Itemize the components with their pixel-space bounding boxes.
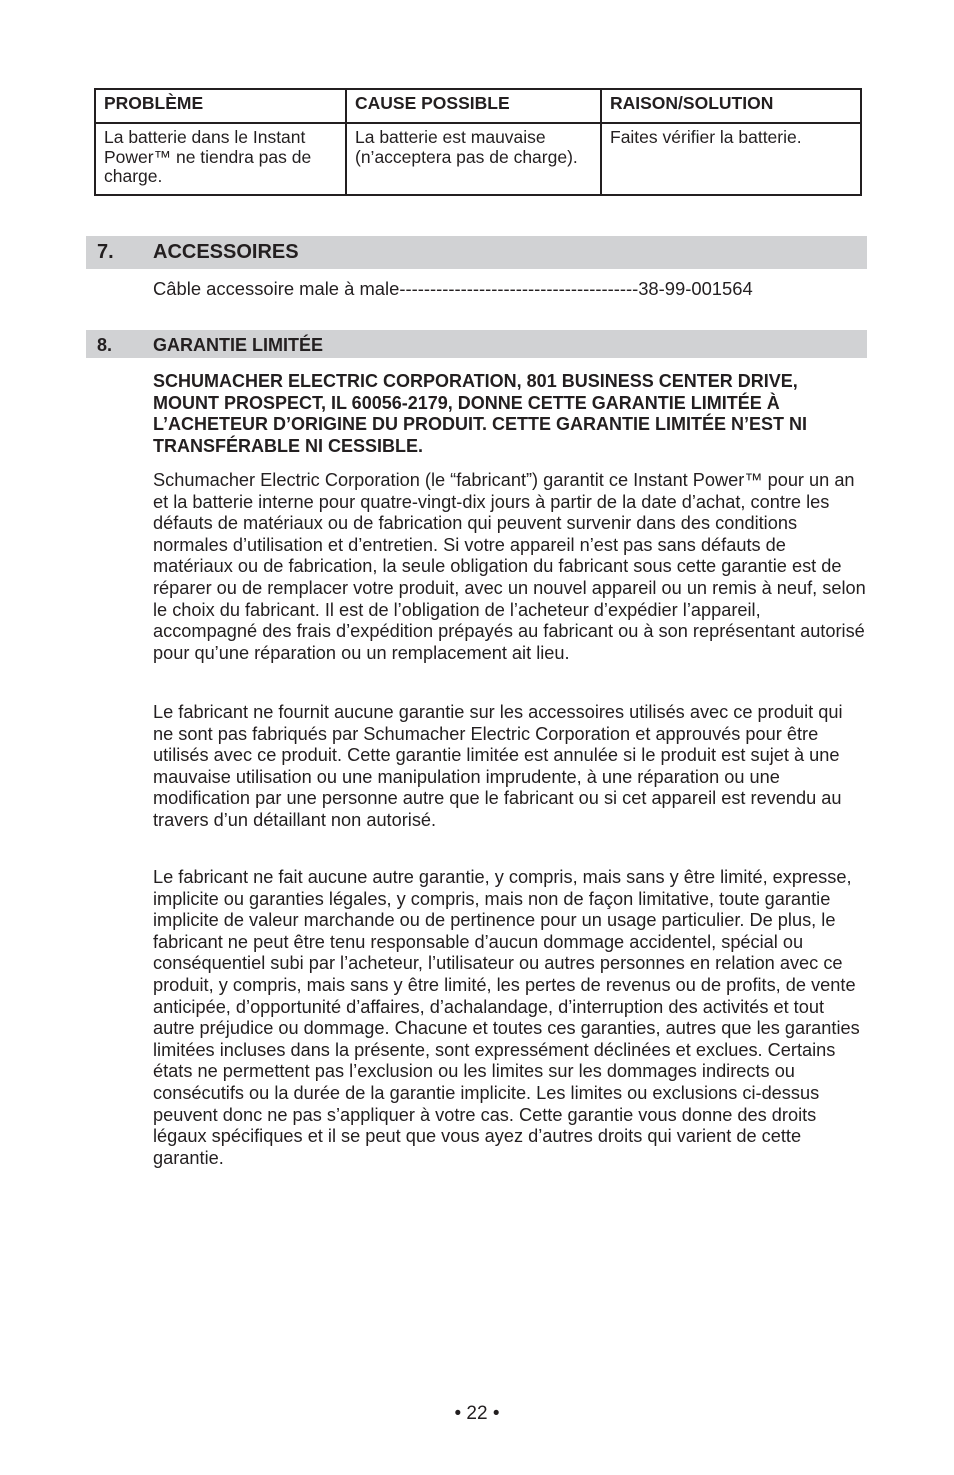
cell-solution: Faites vérifier la batterie. [601, 123, 861, 195]
section-title: GARANTIE LIMITÉE [153, 335, 323, 355]
section-header-garantie [86, 330, 867, 358]
accessory-item: Câble accessoire male à male---------------------------------------38-99-001564 [153, 278, 753, 299]
warranty-statement-text: SCHUMACHER ELECTRIC CORPORATION, 801 BUSINESS CENTER DRIVE, MOUNT PROSPECT, IL 60056-2179, DONNE CETTE GARANTIE LIMITÉE À L’ACHETEUR D’ORIGINE DU PRODUIT. CETTE GARANTIE LIMITÉE N’EST NI TRANSFÉRABLE NI CESSIBLE. [153, 371, 808, 456]
section-header-accessoires [86, 236, 867, 269]
cell-problem: La batterie dans le Instant Power™ ne tiendra pas de charge. [95, 123, 346, 195]
table-header-row [95, 89, 861, 123]
column-header-cause: CAUSE POSSIBLE [346, 89, 601, 123]
column-header-solution: RAISON/SOLUTION [601, 89, 861, 123]
table-row [95, 123, 861, 195]
section-title: ACCESSOIRES [153, 241, 299, 263]
page-number: • 22 • [454, 1403, 500, 1424]
warranty-paragraph-3 [153, 867, 867, 1169]
section-number: 8. [97, 335, 113, 355]
warranty-paragraph-1 [153, 470, 867, 664]
cell-cause: La batterie est mauvaise (n’acceptera pas de charge). [346, 123, 601, 195]
section-number: 7. [97, 241, 114, 263]
warranty-paragraph-2 [153, 702, 867, 832]
column-header-probleme: PROBLÈME [95, 89, 346, 123]
paragraph-text: Le fabricant ne fait aucune autre garantie, y compris, mais sans y être limité, expresse, implicite ou garanties légales, y compris, mais non de façon limitative, toute garantie implicite de valeur marchande ou de pertinence pour un usage particulier. De plus, le fabricant ne peut être tenu responsable d’aucun dommage accidentel, spécial ou conséquentiel subi par l’acheteur, l’utilisateur ou autres personnes en relation avec ce produit, y compris, mais sans y être limité, les pertes de revenus ou de profits, de vente anticipée, d’opportunité d’affaires, d’achalandage, d’interruption des activités et tout autre préjudice ou dommage. Chacune et toutes ces garanties, autres que les garanties limitées incluses dans la présente, sont expressément déclinées et exclues. Certains états ne permettent pas l’exclusion ou les limites sur les dommages indirects ou consécutifs ou la durée de la garantie implicite. Les limites ou exclusions ci-dessus peuvent donc ne pas s’appliquer à votre cas. Cette garantie vous donne des droits légaux spécifiques et il se peut que vous ayez d’autres droits qui varient de cette garantie. [153, 867, 860, 1168]
warranty-bold-statement [153, 371, 867, 457]
paragraph-text: Le fabricant ne fournit aucune garantie sur les accessoires utilisés avec ce produit qui ne sont pas fabriqués par Schumacher Electric Corporation et approuvés pour être utilisés avec ce produit. Cette garantie limitée est annulée si le produit est sujet à une mauvaise utilisation ou une manipulation imprudente, à une réparation ou une modification par une personne autre que le fabricant ou si cet appareil est revendu au travers d’un détaillant non autorisé. [153, 702, 843, 830]
troubleshooting-table [94, 88, 862, 196]
paragraph-text: Schumacher Electric Corporation (le “fabricant”) garantit ce Instant Power™ pour un an et la batterie interne pour quatre-vingt-dix jours à partir de la date d’achat, contre les défauts de matériaux ou de fabrication qui peuvent survenir dans des conditions normales d’utilisation et d’entretien. Si votre appareil n’est pas sans défauts de matériaux ou de fabrication, la seule obligation du fabricant sous cette garantie est de réparer ou de remplacer votre produit, avec un nouvel appareil ou un remis à neuf, selon le choix du fabricant. Il est de l’obligation de l’acheteur d’expédier l’appareil, accompagné des frais d’expédition prépayés au fabricant ou à son représentant autorisé pour qu’une réparation ou un remplacement ait lieu. [153, 470, 866, 663]
